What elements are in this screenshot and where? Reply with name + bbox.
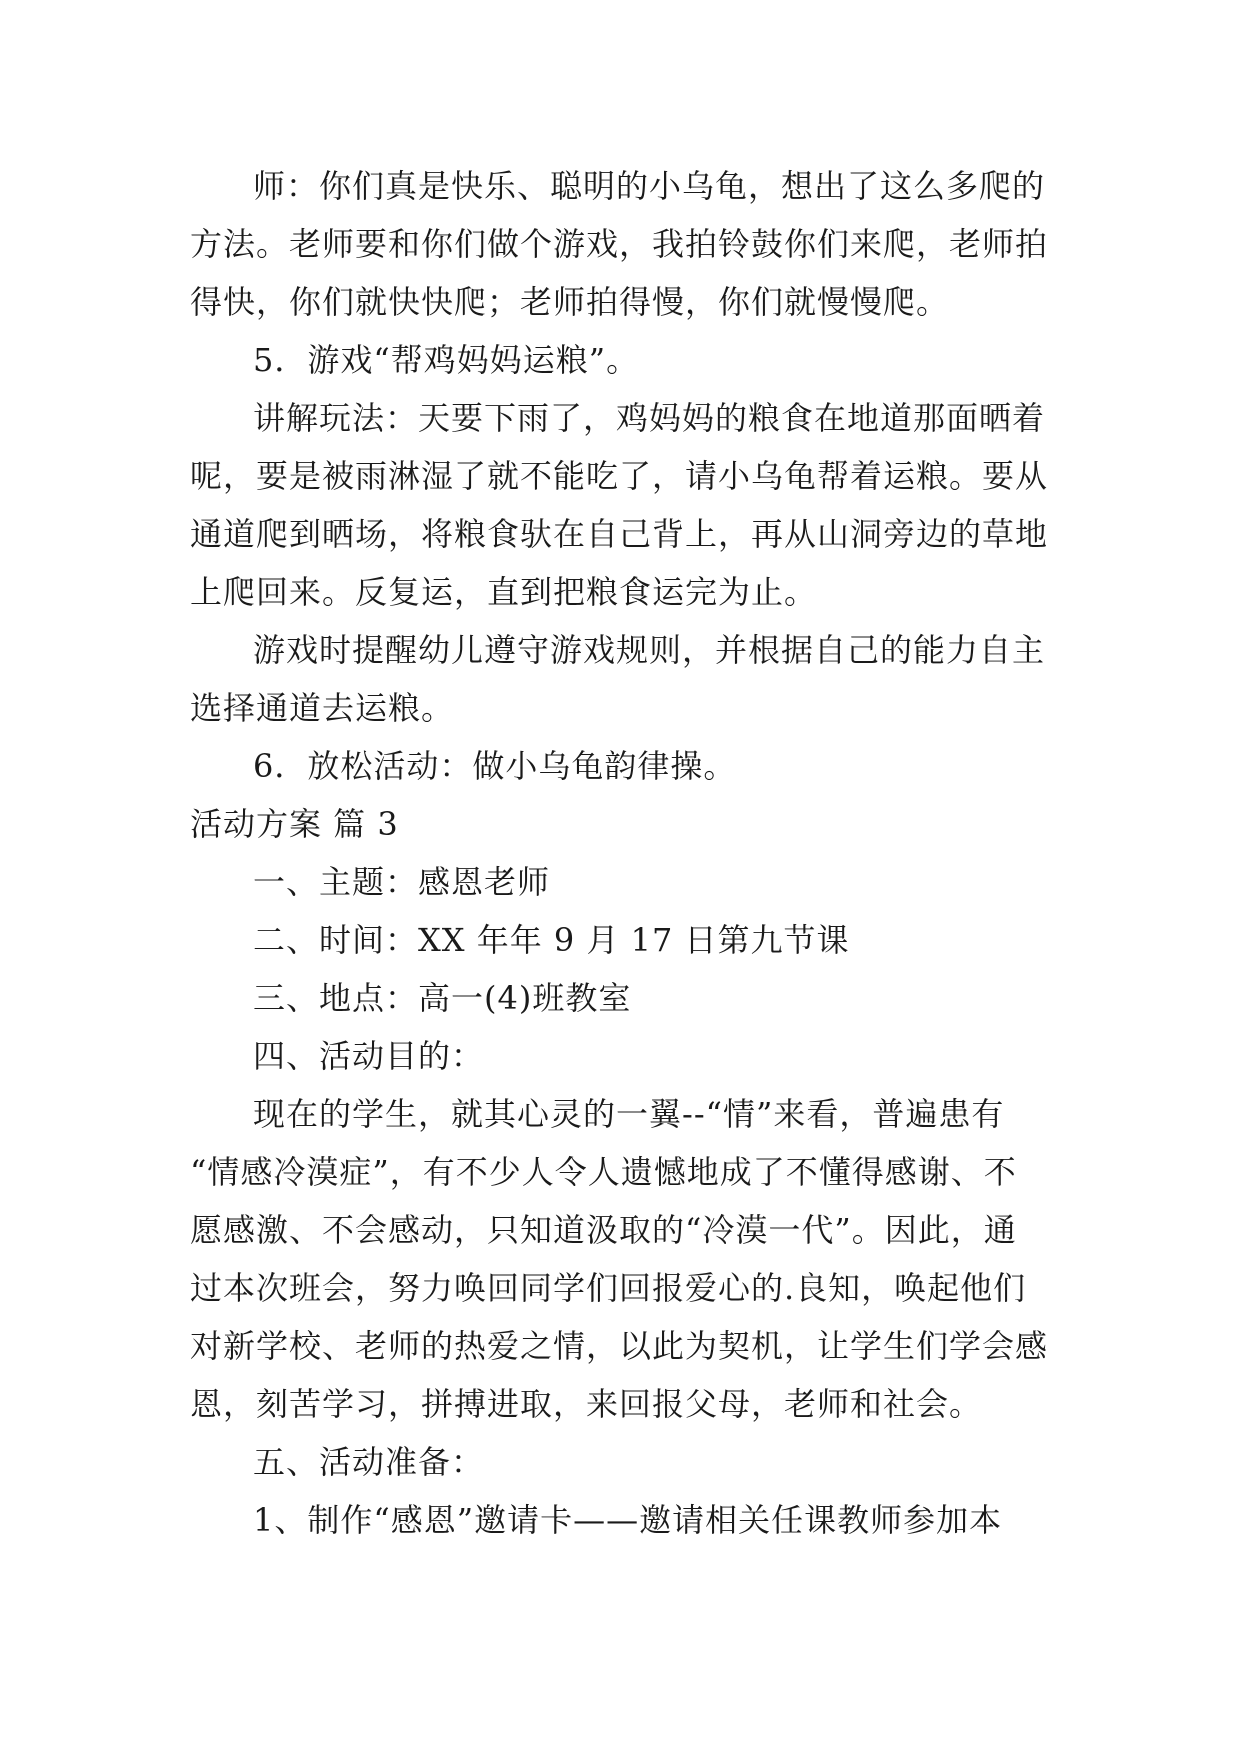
list-item-6: 6．放松活动：做小乌龟韵律操。: [253, 747, 737, 785]
list-item-time: 二、时间：XX 年年 9 月 17 日第九节课: [253, 921, 850, 959]
list-item-purpose: 四、活动目的：: [253, 1037, 485, 1075]
paragraph-line: “情感冷漠症”，有不少人令人遗憾地成了不懂得感谢、不: [190, 1153, 1017, 1191]
list-item-1: 1、制作“感恩”邀请卡——邀请相关任课教师参加本: [253, 1501, 1003, 1539]
paragraph-line: 呢，要是被雨淋湿了就不能吃了，请小乌龟帮着运粮。要从: [190, 457, 1049, 495]
list-item-5: 5．游戏“帮鸡妈妈运粮”。: [253, 341, 640, 379]
paragraph-line: 现在的学生，就其心灵的一翼--“情”来看，普遍患有: [253, 1095, 1005, 1133]
paragraph-line: 上爬回来。反复运，直到把粮食运完为止。: [190, 573, 818, 611]
section-heading: 活动方案 篇 3: [190, 805, 399, 843]
list-item-preparation: 五、活动准备：: [253, 1443, 485, 1481]
paragraph-line: 过本次班会，努力唤回同学们回报爱心的.良知，唤起他们: [190, 1269, 1027, 1307]
paragraph-line: 对新学校、老师的热爱之情，以此为契机，让学生们学会感: [190, 1327, 1049, 1365]
paragraph-line: 得快，你们就快快爬；老师拍得慢，你们就慢慢爬。: [190, 283, 950, 321]
list-item-location: 三、地点：高一(4)班教室: [253, 979, 632, 1017]
paragraph-line: 通道爬到晒场，将粮食驮在自己背上，再从山洞旁边的草地: [190, 515, 1049, 553]
paragraph-line: 讲解玩法：天要下雨了，鸡妈妈的粮食在地道那面晒着: [253, 399, 1046, 437]
paragraph-line: 师：你们真是快乐、聪明的小乌龟，想出了这么多爬的: [253, 167, 1046, 205]
list-item-theme: 一、主题：感恩老师: [253, 863, 551, 901]
paragraph-line: 方法。老师要和你们做个游戏，我拍铃鼓你们来爬，老师拍: [190, 225, 1049, 263]
paragraph-line: 恩，刻苦学习，拼搏进取，来回报父母，老师和社会。: [190, 1385, 983, 1423]
paragraph-line: 愿感激、不会感动，只知道汲取的“冷漠一代”。因此，通: [190, 1211, 1017, 1249]
paragraph-line: 游戏时提醒幼儿遵守游戏规则，并根据自己的能力自主: [253, 631, 1046, 669]
paragraph-line: 选择通道去运粮。: [190, 689, 455, 727]
